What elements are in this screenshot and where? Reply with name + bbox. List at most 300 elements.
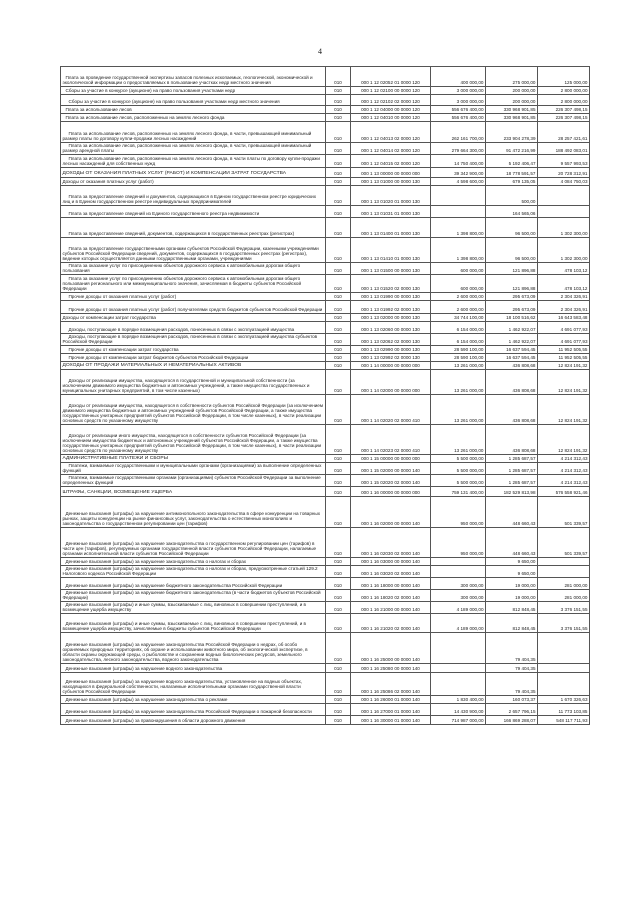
row-remaining-cell: 281 000,00 <box>538 590 590 602</box>
row-fact-cell: 96 500,00 <box>486 218 538 238</box>
table-body <box>61 67 590 725</box>
row-kbk-cell: 000 1 13 01500 00 0000 130 <box>351 263 431 275</box>
row-code-cell: 010 <box>326 275 351 293</box>
row-fact-cell: 166 869 288,07 <box>486 716 538 725</box>
row-fact-cell: 1 462 922,07 <box>486 334 538 346</box>
row-plan-cell: 262 161 700,00 <box>431 122 486 143</box>
table-row <box>61 614 590 633</box>
row-name-cell: Денежные взыскания (штрафы) за нарушение законодательства Российской Федерации о недрах, об особо охраняемых природных территориях, об охране и использовании животного мира, об экологической экспертизе, в области охраны окружающей среды, о рыболовстве и сохранении водных биологических ресурсов, земельного законодательства, лесного законодательства, водного законодательства <box>61 633 326 664</box>
row-remaining-cell: 3 376 151,55 <box>538 614 590 633</box>
row-kbk-cell: 000 1 13 01020 01 0000 130 <box>351 186 431 206</box>
row-remaining-cell: 1 670 326,63 <box>538 696 590 704</box>
row-plan-cell: 300 000,00 <box>431 578 486 590</box>
row-remaining-cell <box>538 673 590 696</box>
row-plan-cell <box>431 566 486 578</box>
row-code-cell: 010 <box>326 122 351 143</box>
table-row <box>61 178 590 186</box>
row-name-cell: Плата за предоставление сведений и документов, содержащихся в Едином государственном реестре юридических лиц и в Едином государственном реестре индивидуальных предпринимателей <box>61 186 326 206</box>
row-fact-cell: 436 808,68 <box>486 370 538 395</box>
row-code-cell: 010 <box>326 696 351 704</box>
row-remaining-cell: 16 643 583,48 <box>538 314 590 322</box>
row-fact-cell: 275 000,00 <box>486 67 538 87</box>
row-fact-cell: 1 285 687,57 <box>486 463 538 475</box>
table-row <box>61 168 590 178</box>
row-plan-cell: 6 154 000,00 <box>431 322 486 334</box>
row-plan-cell <box>431 206 486 218</box>
table-row <box>61 346 590 354</box>
row-fact-cell: 96 500,00 <box>486 238 538 263</box>
row-fact-cell: 448 660,43 <box>486 528 538 558</box>
row-name-cell: Доходы от оказания платных услуг (работ) <box>61 178 326 186</box>
row-kbk-cell: 000 1 15 02000 00 0000 140 <box>351 463 431 475</box>
table-row <box>61 155 590 168</box>
row-fact-cell: 79 404,35 <box>486 633 538 664</box>
row-kbk-cell: 000 1 16 02000 00 0000 140 <box>351 497 431 528</box>
table-row <box>61 275 590 293</box>
row-plan-cell: 556 676 400,00 <box>431 114 486 122</box>
row-fact-cell: 295 673,09 <box>486 301 538 314</box>
row-plan-cell: 5 500 000,00 <box>431 455 486 463</box>
table-row <box>61 218 590 238</box>
row-code-cell: 010 <box>326 114 351 122</box>
row-fact-cell: 200 000,00 <box>486 95 538 106</box>
page-number: 4 <box>318 47 322 56</box>
row-fact-cell: 330 968 901,85 <box>486 114 538 122</box>
row-remaining-cell: 2 800 000,00 <box>538 95 590 106</box>
row-code-cell: 010 <box>326 528 351 558</box>
table-row <box>61 475 590 487</box>
row-name-cell: Прочие доходы от компенсации затрат бюджетов субъектов Российской Федерации <box>61 354 326 362</box>
row-kbk-cell: 000 1 14 02020 02 0000 410 <box>351 395 431 425</box>
row-plan-cell: 1 830 400,00 <box>431 696 486 704</box>
row-name-cell: Денежные взыскания (штрафы) за нарушение законодательства о государственном регулировании цен (тарифов) в части цен (тарифов), регулируемых органами государственной власти субъектов Российской Федерации, налагаемые органами исполнительной власти субъектов Российской Федерации <box>61 528 326 558</box>
table-row <box>61 673 590 696</box>
row-plan-cell: 3 000 000,00 <box>431 87 486 95</box>
row-code-cell: 010 <box>326 95 351 106</box>
row-code-cell: 010 <box>326 206 351 218</box>
table-row <box>61 122 590 143</box>
row-remaining-cell: 1 302 300,00 <box>538 238 590 263</box>
row-kbk-cell: 000 1 13 02992 02 0000 130 <box>351 354 431 362</box>
row-plan-cell <box>431 664 486 673</box>
row-remaining-cell: 11 773 103,85 <box>538 704 590 716</box>
row-code-cell: 010 <box>326 186 351 206</box>
row-name-cell: Платежи, взимаемые государственными и муниципальными органами (организациями) за выполнение определенных функций <box>61 463 326 475</box>
row-remaining-cell: 4 691 077,93 <box>538 334 590 346</box>
row-fact-cell: 448 660,43 <box>486 497 538 528</box>
row-code-cell: 010 <box>326 263 351 275</box>
row-remaining-cell: 576 558 921,46 <box>538 487 590 497</box>
row-code-cell: 010 <box>326 558 351 566</box>
row-remaining-cell: 548 117 711,93 <box>538 716 590 725</box>
row-plan-cell: 4 598 600,00 <box>431 178 486 186</box>
row-kbk-cell: 000 1 12 04013 02 0000 120 <box>351 122 431 143</box>
row-name-cell: Плата за предоставление государственными органами субъектов Российской Федерации, казенными учреждениями субъектов Российской Федерации сведений, документов, содержащихся в государственных реестрах (регистрах), ведение которых осуществляется данными государственными органами, учреждениями <box>61 238 326 263</box>
row-plan-cell: 1 398 800,00 <box>431 218 486 238</box>
row-code-cell: 010 <box>326 314 351 322</box>
row-remaining-cell: 12 824 191,32 <box>538 395 590 425</box>
row-code-cell: 010 <box>326 425 351 455</box>
row-plan-cell: 600 000,00 <box>431 275 486 293</box>
table-row <box>61 558 590 566</box>
row-name-cell: Доходы от реализации имущества, находящегося в государственной и муниципальной собственности (за исключением движимого имущества бюджетных и автономных учреждений, а также имущества государственных и муниципальных унитарных предприятий, в том числе казенных) <box>61 370 326 395</box>
row-code-cell: 010 <box>326 463 351 475</box>
row-remaining-cell: 4 214 312,43 <box>538 475 590 487</box>
row-kbk-cell: 000 1 13 00000 00 0000 000 <box>351 168 431 178</box>
row-remaining-cell: 12 824 191,32 <box>538 362 590 370</box>
row-name-cell: Денежные взыскания (штрафы) за нарушение законодательства Российской Федерации о пожарной безопасности <box>61 704 326 716</box>
row-code-cell: 010 <box>326 664 351 673</box>
row-kbk-cell: 000 1 13 01000 00 0000 130 <box>351 178 431 186</box>
row-remaining-cell <box>538 633 590 664</box>
row-remaining-cell: 2 304 326,91 <box>538 293 590 301</box>
row-remaining-cell <box>538 664 590 673</box>
row-kbk-cell: 000 1 16 03020 02 0000 140 <box>351 566 431 578</box>
row-code-cell: 010 <box>326 334 351 346</box>
row-code-cell: 010 <box>326 238 351 263</box>
row-name-cell: ДОХОДЫ ОТ ПРОДАЖИ МАТЕРИАЛЬНЫХ И НЕМАТЕРИАЛЬНЫХ АКТИВОВ <box>61 362 326 370</box>
row-remaining-cell <box>538 566 590 578</box>
row-code-cell: 010 <box>326 475 351 487</box>
row-plan-cell <box>431 558 486 566</box>
row-remaining-cell: 9 557 993,53 <box>538 155 590 168</box>
row-plan-cell: 950 000,00 <box>431 497 486 528</box>
table-row <box>61 633 590 664</box>
row-name-cell: Денежные взыскания (штрафы) за нарушение бюджетного законодательства Российской Федерации <box>61 578 326 590</box>
row-kbk-cell: 000 1 15 00000 00 0000 000 <box>351 455 431 463</box>
row-code-cell: 010 <box>326 143 351 155</box>
row-fact-cell: 812 848,45 <box>486 602 538 614</box>
row-kbk-cell: 000 1 12 02052 01 0000 120 <box>351 67 431 87</box>
row-plan-cell: 13 261 000,00 <box>431 425 486 455</box>
row-name-cell: Денежные взыскания (штрафы) за правонарушения в области дорожного движения <box>61 716 326 725</box>
row-code-cell: 010 <box>326 322 351 334</box>
row-fact-cell: 500,00 <box>486 186 538 206</box>
row-name-cell: Денежные взыскания (штрафы) за нарушение законодательства о налогах и сборах <box>61 558 326 566</box>
row-kbk-cell: 000 1 13 01410 01 0000 130 <box>351 238 431 263</box>
row-name-cell: Денежные взыскания (штрафы) за нарушение бюджетного законодательства (в части бюджетов субъектов Российской Федерации) <box>61 590 326 602</box>
row-remaining-cell: 1 302 300,00 <box>538 218 590 238</box>
row-fact-cell: 160 073,37 <box>486 696 538 704</box>
row-fact-cell: 182 529 813,98 <box>486 487 538 497</box>
row-kbk-cell: 000 1 12 04014 02 0000 120 <box>351 143 431 155</box>
row-fact-cell: 1 285 687,57 <box>486 455 538 463</box>
row-name-cell: Денежные взыскания (штрафы) за нарушение водного законодательства, установленное на водных объектах, находящихся в федеральной собственности, налагаемые исполнительными органами государственной власти субъектов Российской Федерации <box>61 673 326 696</box>
row-remaining-cell: 12 824 191,32 <box>538 370 590 395</box>
row-remaining-cell: 501 339,57 <box>538 528 590 558</box>
row-plan-cell: 2 600 000,00 <box>431 301 486 314</box>
row-remaining-cell: 226 307 498,15 <box>538 106 590 114</box>
row-fact-cell: 436 808,68 <box>486 425 538 455</box>
table-row <box>61 463 590 475</box>
row-plan-cell <box>431 673 486 696</box>
row-fact-cell: 121 896,88 <box>486 275 538 293</box>
row-code-cell: 010 <box>326 566 351 578</box>
row-fact-cell: 679 135,05 <box>486 178 538 186</box>
table-row <box>61 455 590 463</box>
table-row <box>61 395 590 425</box>
row-fact-cell: 233 904 278,39 <box>486 122 538 143</box>
row-name-cell: Прочие доходы от оказания платных услуг (работ) получателями средств бюджетов субъектов Российской Федерации <box>61 301 326 314</box>
row-code-cell: 010 <box>326 578 351 590</box>
row-name-cell: Денежные взыскания (штрафы) и иные суммы, взыскиваемые с лиц, виновных в совершении преступлений, и в возмещение ущерба имуществу <box>61 602 326 614</box>
row-code-cell: 010 <box>326 155 351 168</box>
row-name-cell: ШТРАФЫ, САНКЦИИ, ВОЗМЕЩЕНИЕ УЩЕРБА <box>61 487 326 497</box>
row-remaining-cell: 2 304 326,91 <box>538 301 590 314</box>
table-row <box>61 425 590 455</box>
row-name-cell: Денежные взыскания (штрафы) за нарушение антимонопольного законодательства в сфере конкуренции на товарных рынках, защиты конкуренции на рынке финансовых услуг, законодательства о естественных монополиях и законодательства о государственном регулировании цен (тарифов) <box>61 497 326 528</box>
row-plan-cell <box>431 186 486 206</box>
row-remaining-cell: 188 492 083,01 <box>538 143 590 155</box>
row-fact-cell: 1 285 687,57 <box>486 475 538 487</box>
row-remaining-cell: 4 691 077,93 <box>538 322 590 334</box>
row-kbk-cell: 000 1 13 01992 02 0000 130 <box>351 301 431 314</box>
row-code-cell: 010 <box>326 354 351 362</box>
row-fact-cell: 436 808,68 <box>486 362 538 370</box>
table-row <box>61 186 590 206</box>
row-fact-cell: 16 637 594,45 <box>486 354 538 362</box>
row-kbk-cell: 000 1 14 02023 02 0000 410 <box>351 425 431 455</box>
table-row <box>61 664 590 673</box>
row-fact-cell: 121 896,88 <box>486 263 538 275</box>
row-plan-cell: 28 590 100,00 <box>431 354 486 362</box>
row-kbk-cell: 000 1 13 02000 00 0000 130 <box>351 314 431 322</box>
row-plan-cell: 28 590 100,00 <box>431 346 486 354</box>
row-code-cell: 010 <box>326 716 351 725</box>
row-remaining-cell: 4 084 750,03 <box>538 178 590 186</box>
row-kbk-cell: 000 1 16 21000 00 0000 140 <box>351 602 431 614</box>
row-name-cell: Плата за предоставление сведений, документов, содержащихся в государственных реестрах (регистрах) <box>61 218 326 238</box>
row-plan-cell: 600 000,00 <box>431 263 486 275</box>
table-row <box>61 114 590 122</box>
row-plan-cell: 950 000,00 <box>431 528 486 558</box>
row-code-cell: 010 <box>326 497 351 528</box>
row-name-cell: Плата за использование лесов, расположенных на землях лесного фонда, в части, превышающей минимальный размер арендной платы <box>61 143 326 155</box>
table-row <box>61 334 590 346</box>
row-fact-cell: 79 404,35 <box>486 673 538 696</box>
row-remaining-cell: 125 000,00 <box>538 67 590 87</box>
row-plan-cell: 14 430 900,00 <box>431 704 486 716</box>
row-fact-cell: 295 673,09 <box>486 293 538 301</box>
row-fact-cell: 9 650,00 <box>486 566 538 578</box>
row-fact-cell: 812 848,45 <box>486 614 538 633</box>
row-remaining-cell <box>538 206 590 218</box>
row-kbk-cell: 000 1 13 02062 02 0000 130 <box>351 334 431 346</box>
row-plan-cell: 279 664 300,00 <box>431 143 486 155</box>
row-plan-cell: 13 261 000,00 <box>431 395 486 425</box>
table-row <box>61 487 590 497</box>
table-row <box>61 67 590 87</box>
row-name-cell: Платежи, взимаемые государственными органами (организациями) субъектов Российской Федерации за выполнение определенных функций <box>61 475 326 487</box>
row-code-cell: 010 <box>326 633 351 664</box>
row-remaining-cell: 281 000,00 <box>538 578 590 590</box>
table-row <box>61 370 590 395</box>
row-name-cell: Плата за проведение государственной экспертизы запасов полезных ископаемых, геологической, экономической и экологической информации о предоставляемых в пользование участках недр местного значения <box>61 67 326 87</box>
row-plan-cell: 5 500 000,00 <box>431 475 486 487</box>
row-code-cell: 010 <box>326 362 351 370</box>
row-code-cell: 010 <box>326 87 351 95</box>
row-fact-cell: 1 462 922,07 <box>486 322 538 334</box>
row-remaining-cell: 478 103,12 <box>538 275 590 293</box>
row-kbk-cell: 000 1 16 25000 00 0000 140 <box>351 633 431 664</box>
row-remaining-cell <box>538 186 590 206</box>
row-code-cell: 010 <box>326 293 351 301</box>
row-remaining-cell: 226 307 498,15 <box>538 114 590 122</box>
row-kbk-cell: 000 1 13 02060 00 0000 130 <box>351 322 431 334</box>
row-code-cell: 010 <box>326 106 351 114</box>
row-plan-cell: 2 600 000,00 <box>431 293 486 301</box>
row-code-cell: 010 <box>326 168 351 178</box>
table-row <box>61 322 590 334</box>
table-row <box>61 704 590 716</box>
row-name-cell: Доходы, поступающие в порядке возмещения расходов, понесенных в связи с эксплуатацией имущества <box>61 322 326 334</box>
row-plan-cell: 300 000,00 <box>431 590 486 602</box>
row-kbk-cell: 000 1 16 25080 00 0000 140 <box>351 664 431 673</box>
row-code-cell: 010 <box>326 395 351 425</box>
row-remaining-cell: 4 214 312,43 <box>538 463 590 475</box>
row-kbk-cell: 000 1 12 04015 02 0000 120 <box>351 155 431 168</box>
budget-report-table <box>60 66 590 725</box>
row-name-cell: Плата за использование лесов, расположенных на землях лесного фонда <box>61 114 326 122</box>
row-kbk-cell: 000 1 16 03000 00 0000 140 <box>351 558 431 566</box>
row-remaining-cell: 12 824 191,32 <box>538 425 590 455</box>
row-kbk-cell: 000 1 16 27000 01 0000 140 <box>351 704 431 716</box>
row-kbk-cell: 000 1 16 18020 02 0000 140 <box>351 590 431 602</box>
row-plan-cell: 400 000,00 <box>431 67 486 87</box>
row-name-cell: Денежные взыскания (штрафы) за нарушение законодательства о налогах и сборах, предусмотренные статьей 129.2 Налогового кодекса Российской Федерации <box>61 566 326 578</box>
row-plan-cell <box>431 633 486 664</box>
row-kbk-cell: 000 1 12 04000 00 0000 120 <box>351 106 431 114</box>
row-plan-cell: 556 676 400,00 <box>431 106 486 114</box>
row-plan-cell: 13 261 000,00 <box>431 362 486 370</box>
table-row <box>61 566 590 578</box>
row-fact-cell: 19 000,00 <box>486 590 538 602</box>
row-code-cell: 010 <box>326 487 351 497</box>
table-row <box>61 238 590 263</box>
row-kbk-cell: 000 1 15 02020 02 0000 140 <box>351 475 431 487</box>
row-name-cell: Денежные взыскания (штрафы) за нарушение водного законодательства <box>61 664 326 673</box>
row-kbk-cell: 000 1 16 30000 01 0000 140 <box>351 716 431 725</box>
row-plan-cell: 3 000 000,00 <box>431 95 486 106</box>
table-row <box>61 497 590 528</box>
row-name-cell: Сборы за участие в конкурсе (аукционе) на право пользования участками недр <box>61 87 326 95</box>
row-plan-cell: 39 342 900,00 <box>431 168 486 178</box>
row-remaining-cell: 20 728 312,91 <box>538 168 590 178</box>
row-name-cell: Плата за предоставление сведений из Единого государственного реестра недвижимости <box>61 206 326 218</box>
row-fact-cell: 19 000,00 <box>486 578 538 590</box>
table-row <box>61 95 590 106</box>
row-plan-cell: 4 189 000,00 <box>431 614 486 633</box>
row-fact-cell: 16 637 594,45 <box>486 346 538 354</box>
row-fact-cell: 91 472 216,99 <box>486 143 538 155</box>
row-plan-cell: 6 154 000,00 <box>431 334 486 346</box>
row-code-cell: 010 <box>326 301 351 314</box>
row-kbk-cell: 000 1 16 02030 02 0000 140 <box>351 528 431 558</box>
row-name-cell: Доходы от компенсации затрат государства <box>61 314 326 322</box>
row-fact-cell: 330 968 901,85 <box>486 106 538 114</box>
row-fact-cell: 79 404,35 <box>486 664 538 673</box>
row-remaining-cell: 28 257 421,61 <box>538 122 590 143</box>
table-row <box>61 314 590 322</box>
table-row <box>61 716 590 725</box>
row-name-cell: Доходы от реализации иного имущества, находящегося в собственности субъектов Российской Федерации (за исключением имущества бюджетных и автономных учреждений субъектов Российской Федерации, а также имущества государственных унитарных предприятий субъектов Российской Федерации, в том числе казенных), в части реализации основных средств по указанному имуществу <box>61 425 326 455</box>
row-fact-cell: 2 657 796,15 <box>486 704 538 716</box>
row-name-cell: Плата за использование лесов <box>61 106 326 114</box>
row-plan-cell: 1 398 800,00 <box>431 238 486 263</box>
row-name-cell: Денежные взыскания (штрафы) и иные суммы, взыскиваемые с лиц, виновных в совершении преступлений, и в возмещение ущерба имуществу, зачисляемые в бюджеты субъектов Российской Федерации <box>61 614 326 633</box>
row-name-cell: Прочие доходы от оказания платных услуг (работ) <box>61 293 326 301</box>
row-name-cell: Денежные взыскания (штрафы) за нарушение законодательства о рекламе <box>61 696 326 704</box>
row-name-cell: Плата за оказание услуг по присоединению объектов дорожного сервиса к автомобильным дорогам общего пользования <box>61 263 326 275</box>
table-row <box>61 206 590 218</box>
row-kbk-cell: 000 1 16 00000 00 0000 000 <box>351 487 431 497</box>
row-plan-cell: 714 987 000,00 <box>431 716 486 725</box>
row-kbk-cell: 000 1 16 26000 01 0000 140 <box>351 696 431 704</box>
table-row <box>61 528 590 558</box>
table-row <box>61 578 590 590</box>
row-plan-cell: 34 744 100,00 <box>431 314 486 322</box>
row-name-cell: Прочие доходы от компенсации затрат государства <box>61 346 326 354</box>
row-kbk-cell: 000 1 14 00000 00 0000 000 <box>351 362 431 370</box>
row-plan-cell: 4 189 000,00 <box>431 602 486 614</box>
row-code-cell: 010 <box>326 218 351 238</box>
row-remaining-cell: 2 800 000,00 <box>538 87 590 95</box>
row-remaining-cell: 3 376 151,55 <box>538 602 590 614</box>
row-fact-cell: 18 778 591,57 <box>486 168 538 178</box>
row-plan-cell: 759 131 400,00 <box>431 487 486 497</box>
row-code-cell: 010 <box>326 602 351 614</box>
row-code-cell: 010 <box>326 455 351 463</box>
row-kbk-cell: 000 1 16 21020 02 0000 140 <box>351 614 431 633</box>
row-name-cell: Плата за использование лесов, расположенных на землях лесного фонда, в части, превышающей минимальный размер платы по договору купли-продажи лесных насаждений <box>61 122 326 143</box>
table-row <box>61 590 590 602</box>
row-code-cell: 010 <box>326 346 351 354</box>
row-remaining-cell: 11 952 505,55 <box>538 354 590 362</box>
row-fact-cell: 18 100 516,62 <box>486 314 538 322</box>
table-row <box>61 354 590 362</box>
row-name-cell: Плата за использование лесов, расположенных на землях лесного фонда, в части платы по договору купли-продажи лесных насаждений для собственных нужд <box>61 155 326 168</box>
row-name-cell: Плата за оказание услуг по присоединению объектов дорожного сервиса к автомобильным дорогам общего пользования регионального или межмуниципального значения, зачисляемая в бюджеты субъектов Российской Федерации <box>61 275 326 293</box>
row-name-cell: ДОХОДЫ ОТ ОКАЗАНИЯ ПЛАТНЫХ УСЛУГ (РАБОТ) И КОМПЕНСАЦИИ ЗАТРАТ ГОСУДАРСТВА <box>61 168 326 178</box>
row-kbk-cell: 000 1 12 02102 02 0000 120 <box>351 95 431 106</box>
row-fact-cell: 9 650,00 <box>486 558 538 566</box>
row-remaining-cell <box>538 558 590 566</box>
table-row <box>61 263 590 275</box>
row-name-cell: Сборы за участие в конкурсе (аукционе) на право пользования участками недр местного значения <box>61 95 326 106</box>
row-kbk-cell: 000 1 14 02000 00 0000 000 <box>351 370 431 395</box>
table-row <box>61 293 590 301</box>
row-kbk-cell: 000 1 12 04010 00 0000 120 <box>351 114 431 122</box>
row-code-cell: 010 <box>326 590 351 602</box>
row-remaining-cell: 478 103,12 <box>538 263 590 275</box>
row-remaining-cell: 11 952 505,55 <box>538 346 590 354</box>
table-row <box>61 106 590 114</box>
row-code-cell: 010 <box>326 67 351 87</box>
row-code-cell: 010 <box>326 673 351 696</box>
row-kbk-cell: 000 1 16 25086 02 0000 140 <box>351 673 431 696</box>
row-name-cell: АДМИНИСТРАТИВНЫЕ ПЛАТЕЖИ И СБОРЫ <box>61 455 326 463</box>
table-row <box>61 87 590 95</box>
row-plan-cell: 13 261 000,00 <box>431 370 486 395</box>
row-kbk-cell: 000 1 16 18000 00 0000 140 <box>351 578 431 590</box>
row-fact-cell: 5 192 406,47 <box>486 155 538 168</box>
row-kbk-cell: 000 1 12 02100 00 0000 120 <box>351 87 431 95</box>
row-kbk-cell: 000 1 13 01990 00 0000 130 <box>351 293 431 301</box>
row-plan-cell: 14 750 400,00 <box>431 155 486 168</box>
row-remaining-cell: 4 214 312,43 <box>538 455 590 463</box>
table-row <box>61 362 590 370</box>
row-remaining-cell: 501 339,57 <box>538 497 590 528</box>
